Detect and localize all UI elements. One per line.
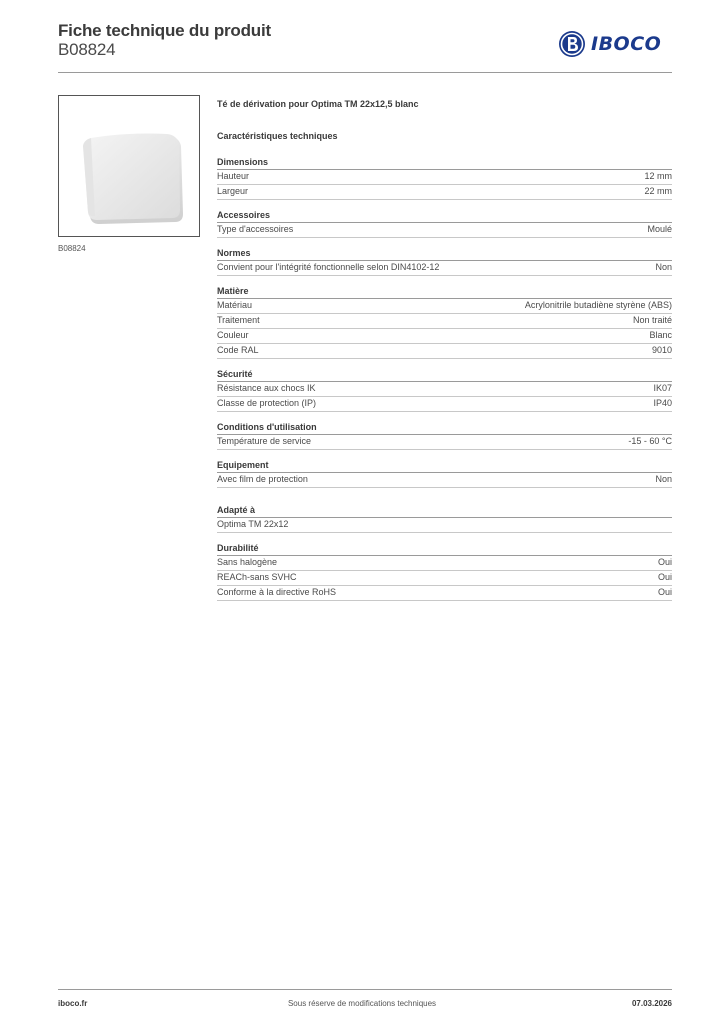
spec-label: Sans halogène [217,557,278,567]
product-image [58,95,200,237]
spec-value: Oui [657,557,672,567]
group-title: Adapté à [217,504,672,518]
spec-value: Non [655,474,672,484]
spec-row [217,299,672,314]
group-title: Durabilité [217,542,672,556]
spec-value: Blanc [649,330,672,340]
spec-row [217,586,672,601]
spec-value: Non [655,262,672,272]
group-title: Dimensions [217,156,672,170]
spec-label: REACh-sans SVHC [217,572,297,582]
spec-label: Convient pour l'intégrité fonctionnelle selon DIN4102-12 [217,262,440,272]
brand-name: IBOCO [591,33,662,55]
spec-label: Température de service [217,436,312,446]
spec-label: Code RAL [217,345,259,355]
spec-label: Matériau [217,300,253,310]
footer-website: iboco.fr [58,999,88,1008]
group-title: Conditions d'utilisation [217,421,672,435]
cable-duct-tee-piece-icon [59,96,199,236]
spec-value: Acrylonitrile butadiène styrène (ABS) [524,300,672,310]
spec-group-accessoires [217,209,672,238]
spec-row [217,435,672,450]
spec-row [217,170,672,185]
spec-group-dimensions [217,156,672,200]
spec-label: Largeur [217,186,249,196]
group-title: Normes [217,247,672,261]
spec-row [217,314,672,329]
brand-logo [558,29,674,59]
product-reference: B08824 [58,40,116,59]
spec-label: Classe de protection (IP) [217,398,317,408]
product-title: Té de dérivation pour Optima TM 22x12,5 blanc [217,99,419,109]
spec-label: Conforme à la directive RoHS [217,587,337,597]
spec-row [217,261,672,276]
spec-row [217,223,672,238]
spec-value: 9010 [651,345,672,355]
header-divider [58,72,672,73]
group-title: Sécurité [217,368,672,382]
spec-sheet [217,97,672,610]
spec-row [217,556,672,571]
spec-value: Moulé [647,224,672,234]
spec-value: Oui [657,587,672,597]
spec-label: Résistance aux chocs IK [217,383,316,393]
spec-group-conditions [217,421,672,450]
spec-value: IK07 [653,383,672,393]
page-title: Fiche technique du produit [58,21,271,40]
spec-group-matiere [217,285,672,359]
spec-row [217,518,672,533]
spec-row [217,344,672,359]
spec-label: Hauteur [217,171,250,181]
group-title: Accessoires [217,209,672,223]
spec-row [217,382,672,397]
spec-row [217,571,672,586]
spec-label: Traitement [217,315,260,325]
spec-group-securite [217,368,672,412]
spec-label: Type d'accessoires [217,224,294,234]
footer-date: 07.03.2026 [631,999,672,1008]
image-caption: B08824 [58,244,86,253]
group-title: Matière [217,285,672,299]
footer-divider [58,989,672,990]
spec-value: Non traité [632,315,672,325]
spec-value: IP40 [653,398,672,408]
spec-group-normes [217,247,672,276]
spec-row [217,185,672,200]
spec-label: Optima TM 22x12 [217,519,289,529]
spec-group-durabilite [217,542,672,601]
section-heading: Caractéristiques techniques [217,131,338,141]
spec-value: 22 mm [644,186,672,196]
group-title: Equipement [217,459,672,473]
spec-row [217,329,672,344]
footer-notice: Sous réserve de modifications techniques [287,999,437,1008]
spec-value: -15 - 60 °C [628,436,672,446]
spec-value: 12 mm [644,171,672,181]
spec-label: Couleur [217,330,249,340]
iboco-logo-mark-icon [558,30,586,58]
spec-row [217,397,672,412]
spec-group-adapte [217,504,672,533]
spec-value: Oui [657,572,672,582]
spec-row [217,473,672,488]
spec-group-equipement [217,459,672,488]
spec-label: Avec film de protection [217,474,308,484]
